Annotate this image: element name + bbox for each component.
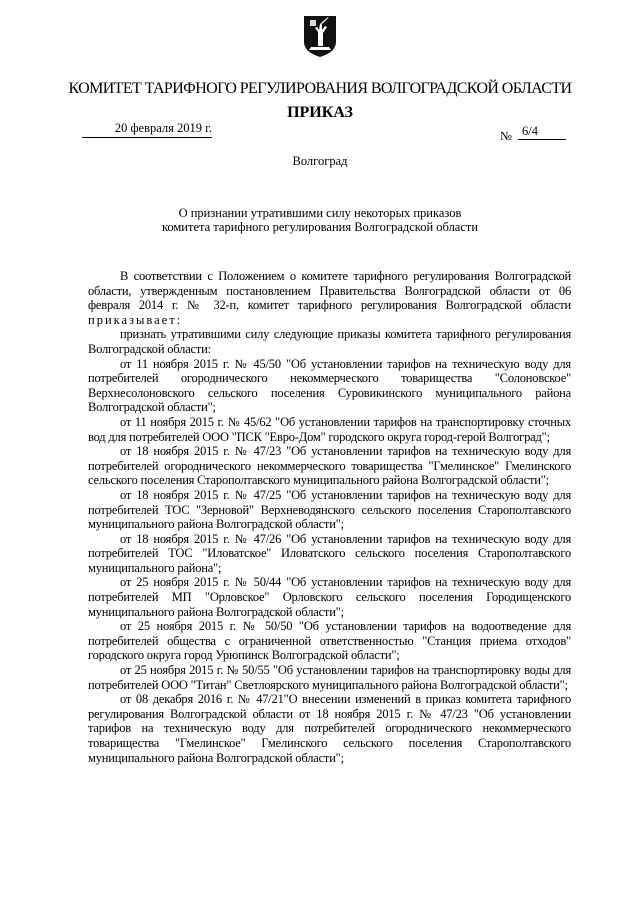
body-item: от 25 ноября 2015 г. № 50/50 "Об установлении тарифов на водоотведение для потребителей общества с ограниченной ответственностью "Станция приема отходов" городского округа город Урюпинск Волгоградской области"; [88, 619, 571, 663]
body-item: от 18 ноября 2015 г. № 47/25 "Об установлении тарифов на техническую воду для потребителей ТОС "Зерновой" Верхневодянского сельского поселения Старополтавского муниципального района Волгоградской области"; [88, 487, 571, 532]
intro-text: В соответствии с Положением о комитете тарифного регулирования Волгоградской области, утвержденным постановлением Правительства Волгоградской области от 06 февраля 2014 г. № 32-п, комитет тарифного регулирования Волгоградской области [88, 269, 571, 313]
subject-line-1: О признании утратившими силу некоторых приказов [178, 206, 462, 220]
body-item: от 11 ноября 2015 г. № 45/62 "Об установлении тарифов на транспортировку сточных вод для потребителей ООО "ПСК "Евро-Дом" городского округа город-герой Волгоград"; [88, 414, 571, 444]
body-item: от 18 ноября 2015 г. № 47/23 "Об установлении тарифов на техническую воду для потребителей огороднического некоммерческого товарищества "Гмелинское" Гмелинского сельского поселения Старополтавского муниципального района Волгоградской области"; [88, 444, 571, 488]
order-body [88, 269, 571, 765]
order-city: Волгоград [292, 154, 348, 168]
intro-paragraph [88, 269, 571, 327]
committee-name: КОМИТЕТ ТАРИФНОГО РЕГУЛИРОВАНИЯ ВОЛГОГРАДСКОЙ ОБЛАСТИ [68, 80, 572, 97]
body-item: от 25 ноября 2015 г. № 50/44 "Об установлении тарифов на техническую воду для потребителей МП "Орловское" Орловского сельского поселения Городищенского муниципального района Волгоградской области"; [88, 575, 571, 619]
order-number: 6/4 [518, 124, 566, 140]
body-item: от 18 ноября 2015 г. № 47/26 "Об установлении тарифов на техническую воду для потребителей ТОС "Иловатское" Иловатского сельского поселения Старополтавского муниципального района"; [88, 531, 571, 575]
body-item: от 08 декабря 2016 г. № 47/21"О внесении изменений в приказ комитета тарифного регулирования Волгоградской области от 18 ноября 2015 г. № 47/23 "Об установлении тарифов на техническую воду для потребителей огороднического некоммерческого товарищества "Гмелинское" Гмелинского сельского поселения Старополтавского муниципального района Волгоградской области"; [88, 692, 571, 765]
subject-line-2: комитета тарифного регулирования Волгоградской области [161, 220, 479, 234]
order-title: ПРИКАЗ [287, 104, 353, 121]
body-item: признать утратившими силу следующие приказы комитета тарифного регулирования Волгоградской области: [88, 327, 571, 356]
order-number-sign: № [500, 129, 512, 143]
body-item: от 25 ноября 2015 г. № 50/55 "Об установлении тарифов на транспортировку воды для потребителей ООО "Титан" Светлоярского муниципального района Волгоградской области"; [88, 663, 571, 692]
volgograd-coat-of-arms-icon [302, 14, 338, 58]
order-date: 20 февраля 2019 г. [82, 121, 212, 138]
order-subject [120, 206, 520, 234]
body-item: от 11 ноября 2015 г. № 45/50 "Об установлении тарифов на техническую воду для потребителей огороднического некоммерческого товарищества "Солоновское" Верхнесолоновского сельского поселения Суровикинского муниципального района Волгоградской области"; [88, 356, 571, 415]
decree-word: приказывает: [88, 312, 183, 327]
